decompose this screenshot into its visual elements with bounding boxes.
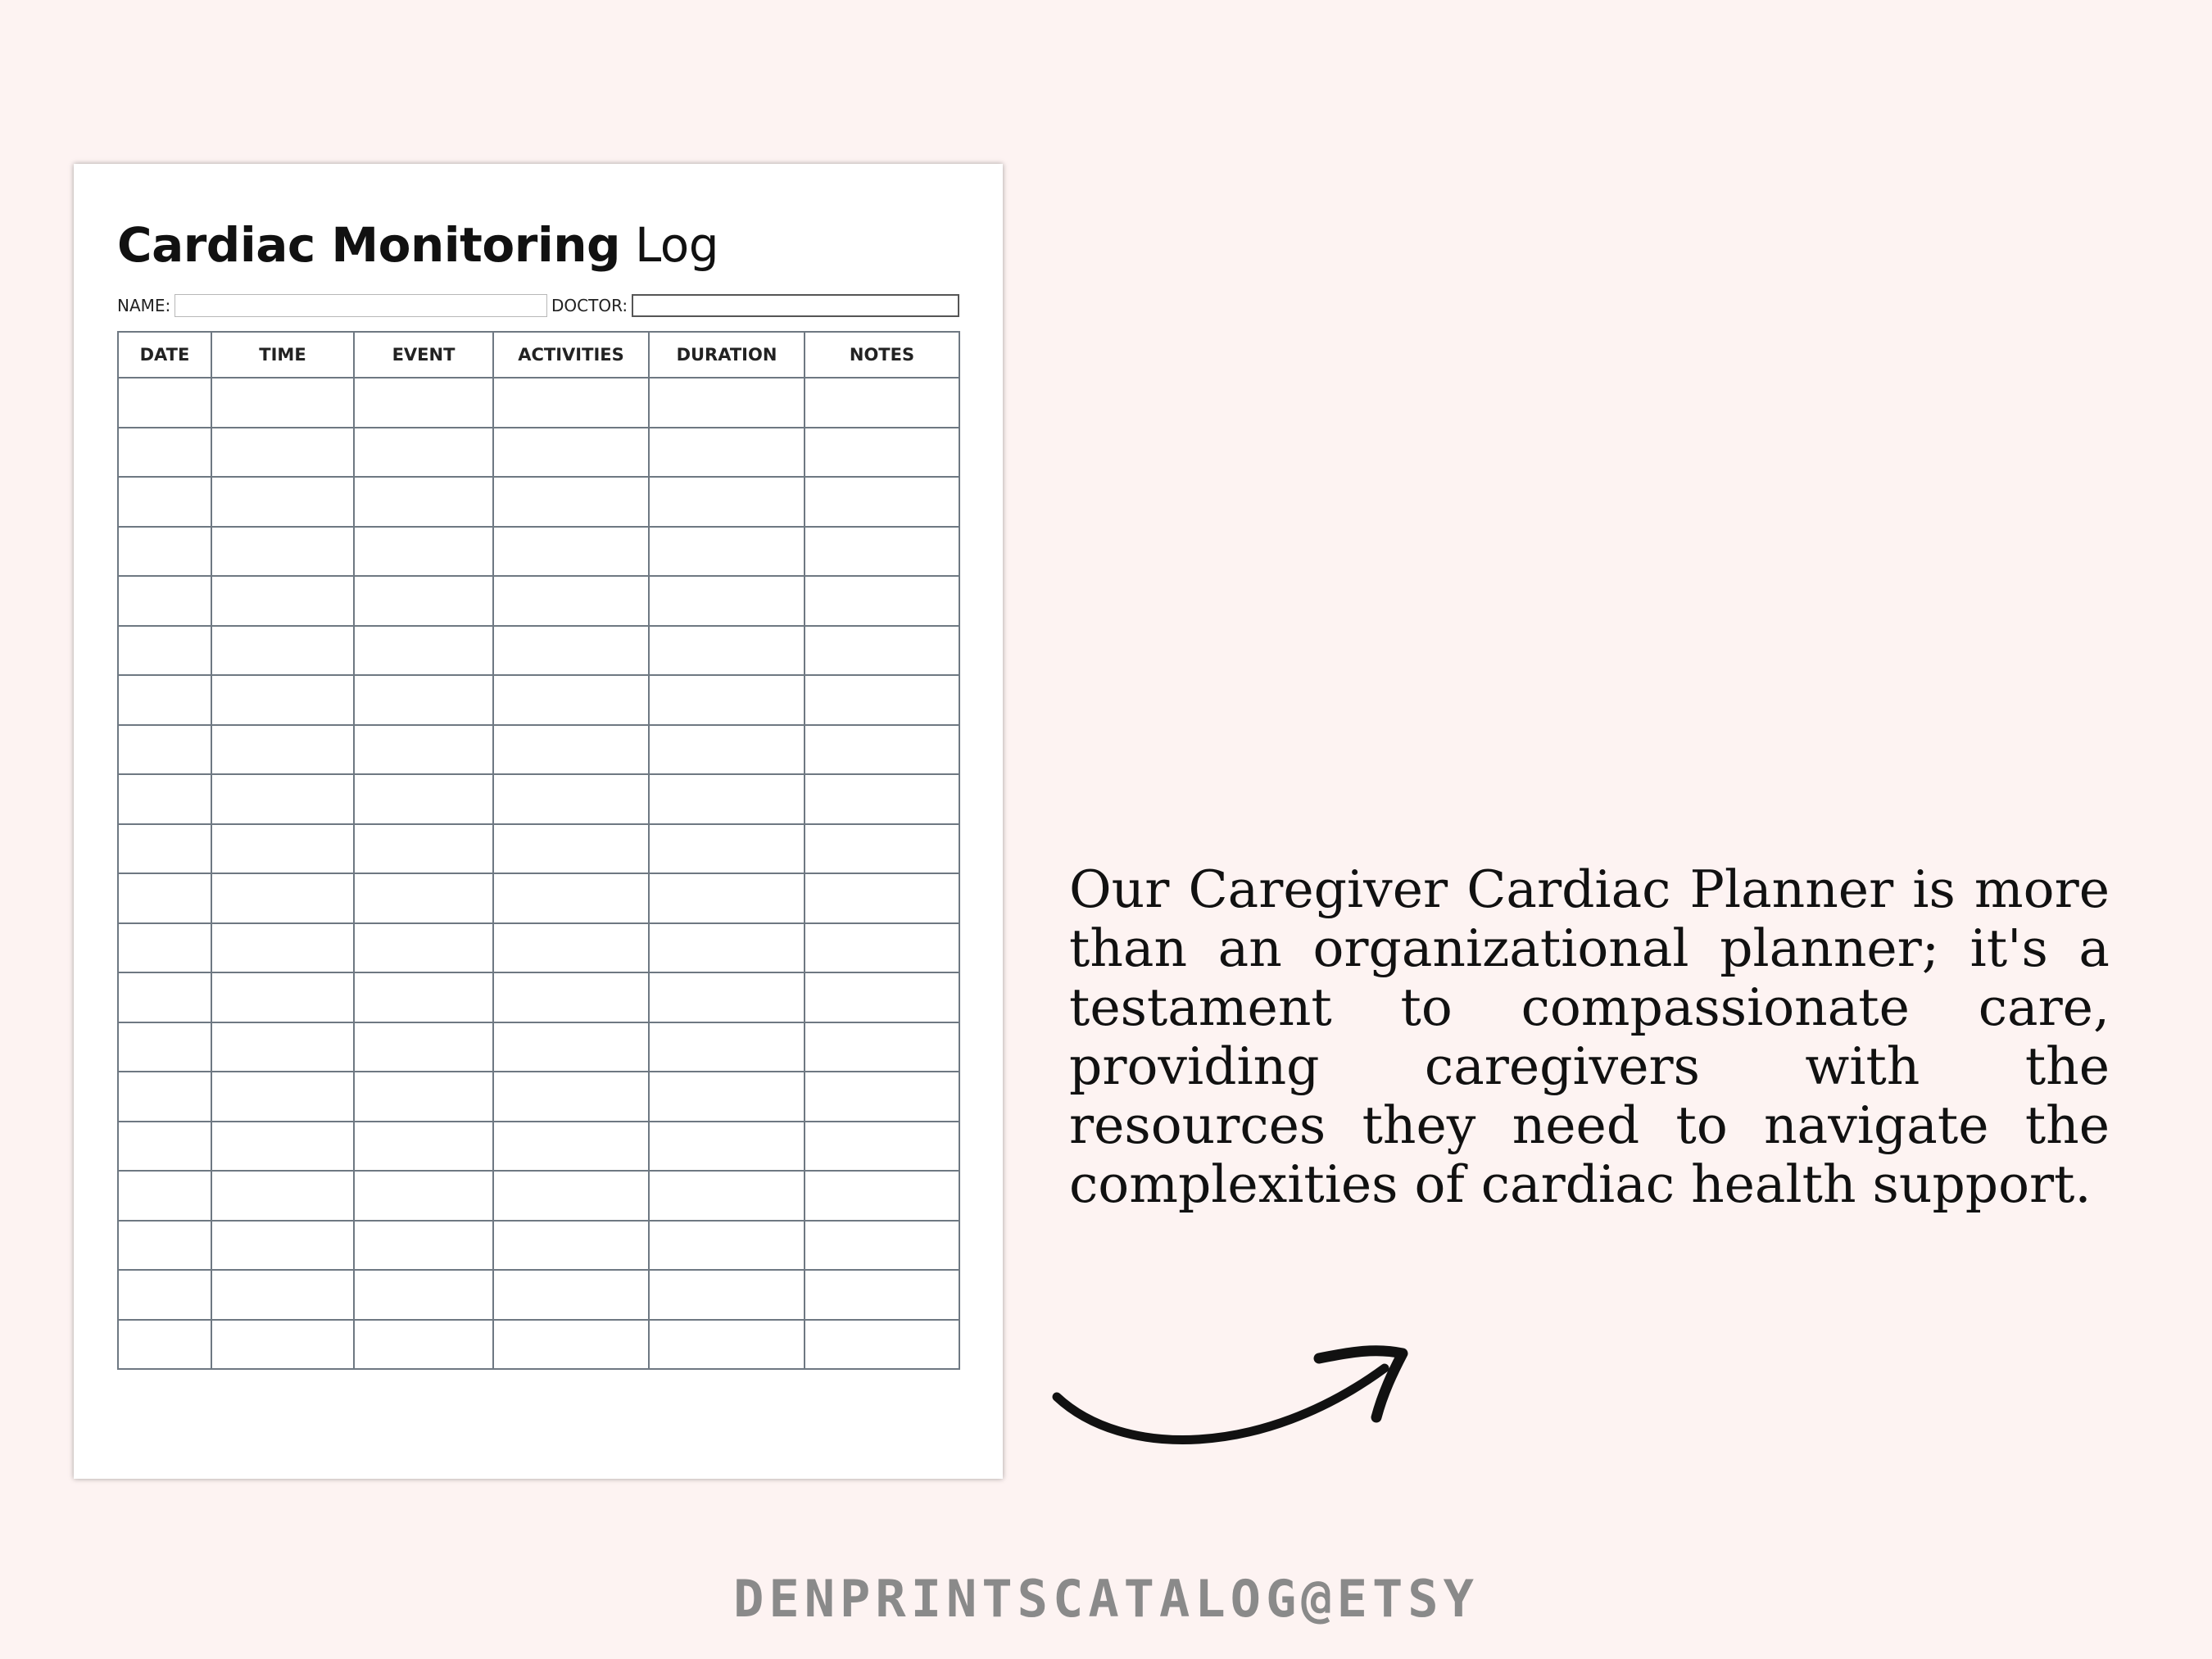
table-cell[interactable] <box>118 1072 211 1122</box>
table-cell[interactable] <box>118 1171 211 1221</box>
table-row <box>118 873 959 923</box>
table-cell[interactable] <box>649 1171 805 1221</box>
table-cell[interactable] <box>493 923 649 973</box>
table-cell[interactable] <box>649 774 805 824</box>
table-cell[interactable] <box>805 1320 959 1370</box>
table-cell[interactable] <box>805 1122 959 1172</box>
column-header-activities: ACTIVITIES <box>493 332 649 378</box>
column-header-time: TIME <box>211 332 354 378</box>
table-cell[interactable] <box>649 576 805 626</box>
table-cell[interactable] <box>805 1171 959 1221</box>
table-cell[interactable] <box>211 923 354 973</box>
table-cell[interactable] <box>649 923 805 973</box>
table-cell[interactable] <box>354 527 493 577</box>
table-cell[interactable] <box>805 1270 959 1320</box>
table-cell[interactable] <box>118 824 211 874</box>
table-cell[interactable] <box>211 774 354 824</box>
table-cell[interactable] <box>805 1072 959 1122</box>
table-cell[interactable] <box>649 675 805 725</box>
column-header-notes: NOTES <box>805 332 959 378</box>
table-cell[interactable] <box>649 378 805 428</box>
table-cell[interactable] <box>118 378 211 428</box>
table-cell[interactable] <box>354 1072 493 1122</box>
sheet-title <box>117 217 718 273</box>
table-row <box>118 1221 959 1271</box>
table-cell[interactable] <box>354 1022 493 1072</box>
table-cell[interactable] <box>354 1270 493 1320</box>
table-row <box>118 626 959 676</box>
table-cell[interactable] <box>493 1270 649 1320</box>
table-cell[interactable] <box>354 626 493 676</box>
table-cell[interactable] <box>118 1270 211 1320</box>
table-row <box>118 1072 959 1122</box>
name-field[interactable] <box>175 294 547 317</box>
table-cell[interactable] <box>118 527 211 577</box>
table-cell[interactable] <box>805 378 959 428</box>
table-cell[interactable] <box>354 1320 493 1370</box>
table-row <box>118 527 959 577</box>
table-cell[interactable] <box>211 824 354 874</box>
table-cell[interactable] <box>649 428 805 478</box>
table-cell[interactable] <box>118 774 211 824</box>
table-cell[interactable] <box>493 1221 649 1271</box>
header-fields <box>117 294 961 319</box>
table-cell[interactable] <box>354 1171 493 1221</box>
table-cell[interactable] <box>354 972 493 1022</box>
table-cell[interactable] <box>211 972 354 1022</box>
doctor-field[interactable] <box>632 294 959 317</box>
log-sheet <box>74 164 1003 1479</box>
table-cell[interactable] <box>211 675 354 725</box>
column-header-duration: DURATION <box>649 332 805 378</box>
table-cell[interactable] <box>118 1122 211 1172</box>
table-cell[interactable] <box>493 477 649 527</box>
table-row <box>118 1320 959 1370</box>
table-header-row <box>118 332 959 378</box>
table-cell[interactable] <box>493 378 649 428</box>
column-header-event: EVENT <box>354 332 493 378</box>
table-cell[interactable] <box>493 1122 649 1172</box>
table-row <box>118 1270 959 1320</box>
table-cell[interactable] <box>805 576 959 626</box>
table-cell[interactable] <box>649 527 805 577</box>
table-cell[interactable] <box>354 725 493 775</box>
table-cell[interactable] <box>805 675 959 725</box>
table-cell[interactable] <box>805 527 959 577</box>
table-row <box>118 1171 959 1221</box>
table-cell[interactable] <box>211 1122 354 1172</box>
table-cell[interactable] <box>211 725 354 775</box>
table-cell[interactable] <box>354 576 493 626</box>
table-cell[interactable] <box>211 1171 354 1221</box>
table-row <box>118 576 959 626</box>
table-cell[interactable] <box>805 725 959 775</box>
table-cell[interactable] <box>211 1320 354 1370</box>
table-cell[interactable] <box>354 378 493 428</box>
table-cell[interactable] <box>649 1320 805 1370</box>
table-cell[interactable] <box>805 873 959 923</box>
table-cell[interactable] <box>493 873 649 923</box>
table-cell[interactable] <box>211 1221 354 1271</box>
table-cell[interactable] <box>354 824 493 874</box>
table-cell[interactable] <box>118 1221 211 1271</box>
table-cell[interactable] <box>118 626 211 676</box>
table-row <box>118 725 959 775</box>
table-cell[interactable] <box>805 477 959 527</box>
table-cell[interactable] <box>805 972 959 1022</box>
table-cell[interactable] <box>354 873 493 923</box>
table-cell[interactable] <box>354 923 493 973</box>
table-cell[interactable] <box>211 873 354 923</box>
table-cell[interactable] <box>211 626 354 676</box>
table-cell[interactable] <box>118 1022 211 1072</box>
table-cell[interactable] <box>649 824 805 874</box>
table-cell[interactable] <box>354 774 493 824</box>
table-cell[interactable] <box>118 675 211 725</box>
table-row <box>118 824 959 874</box>
table-cell[interactable] <box>118 477 211 527</box>
table-row <box>118 1022 959 1072</box>
table-cell[interactable] <box>493 1022 649 1072</box>
table-cell[interactable] <box>354 675 493 725</box>
table-cell[interactable] <box>118 972 211 1022</box>
sheet-title-bold: Cardiac Monitoring <box>117 217 621 273</box>
table-cell[interactable] <box>805 1022 959 1072</box>
table-cell[interactable] <box>493 1171 649 1221</box>
table-cell[interactable] <box>118 725 211 775</box>
curved-arrow-right-icon <box>1049 1335 1426 1475</box>
column-header-date: DATE <box>118 332 211 378</box>
table-cell[interactable] <box>354 1221 493 1271</box>
table-cell[interactable] <box>493 1320 649 1370</box>
table-cell[interactable] <box>649 1270 805 1320</box>
table-cell[interactable] <box>805 923 959 973</box>
table-cell[interactable] <box>493 824 649 874</box>
table-cell[interactable] <box>493 1072 649 1122</box>
table-cell[interactable] <box>649 972 805 1022</box>
table-cell[interactable] <box>354 477 493 527</box>
table-cell[interactable] <box>211 576 354 626</box>
table-cell[interactable] <box>649 1221 805 1271</box>
table-cell[interactable] <box>493 972 649 1022</box>
table-row <box>118 1122 959 1172</box>
table-cell[interactable] <box>493 675 649 725</box>
table-cell[interactable] <box>118 873 211 923</box>
table-cell[interactable] <box>493 725 649 775</box>
table-cell[interactable] <box>493 626 649 676</box>
table-row <box>118 477 959 527</box>
table-cell[interactable] <box>649 477 805 527</box>
table-cell[interactable] <box>493 428 649 478</box>
table-cell[interactable] <box>211 477 354 527</box>
table-cell[interactable] <box>649 626 805 676</box>
table-cell[interactable] <box>805 774 959 824</box>
table-row <box>118 378 959 428</box>
name-label: NAME: <box>117 296 171 315</box>
table-cell[interactable] <box>118 428 211 478</box>
table-row <box>118 675 959 725</box>
table-cell[interactable] <box>211 1072 354 1122</box>
table-cell[interactable] <box>805 824 959 874</box>
shop-watermark: DENPRINTSCATALOG@ETSY <box>733 1569 1479 1629</box>
table-cell[interactable] <box>211 1022 354 1072</box>
table-cell[interactable] <box>118 923 211 973</box>
table-row <box>118 774 959 824</box>
table-cell[interactable] <box>354 1122 493 1172</box>
table-cell[interactable] <box>649 1072 805 1122</box>
table-cell[interactable] <box>649 873 805 923</box>
sheet-title-light: Log <box>634 217 719 273</box>
log-table-body <box>118 378 959 1369</box>
table-cell[interactable] <box>211 1270 354 1320</box>
table-cell[interactable] <box>805 1221 959 1271</box>
table-row <box>118 972 959 1022</box>
table-cell[interactable] <box>493 576 649 626</box>
table-cell[interactable] <box>805 428 959 478</box>
table-cell[interactable] <box>649 1122 805 1172</box>
table-cell[interactable] <box>211 428 354 478</box>
table-cell[interactable] <box>354 428 493 478</box>
table-cell[interactable] <box>649 725 805 775</box>
table-row <box>118 923 959 973</box>
table-cell[interactable] <box>211 527 354 577</box>
table-cell[interactable] <box>118 1320 211 1370</box>
table-cell[interactable] <box>805 626 959 676</box>
log-table <box>117 331 960 1370</box>
table-cell[interactable] <box>493 774 649 824</box>
description-text: Our Caregiver Cardiac Planner is more than an organizational planner; it's a testament to compassionate care, providing caregivers with the resources they need to navigate the complexities of cardiac health support. <box>1069 859 2110 1214</box>
table-cell[interactable] <box>649 1022 805 1072</box>
doctor-label: DOCTOR: <box>551 296 628 315</box>
table-cell[interactable] <box>493 527 649 577</box>
table-cell[interactable] <box>118 576 211 626</box>
table-row <box>118 428 959 478</box>
table-cell[interactable] <box>211 378 354 428</box>
